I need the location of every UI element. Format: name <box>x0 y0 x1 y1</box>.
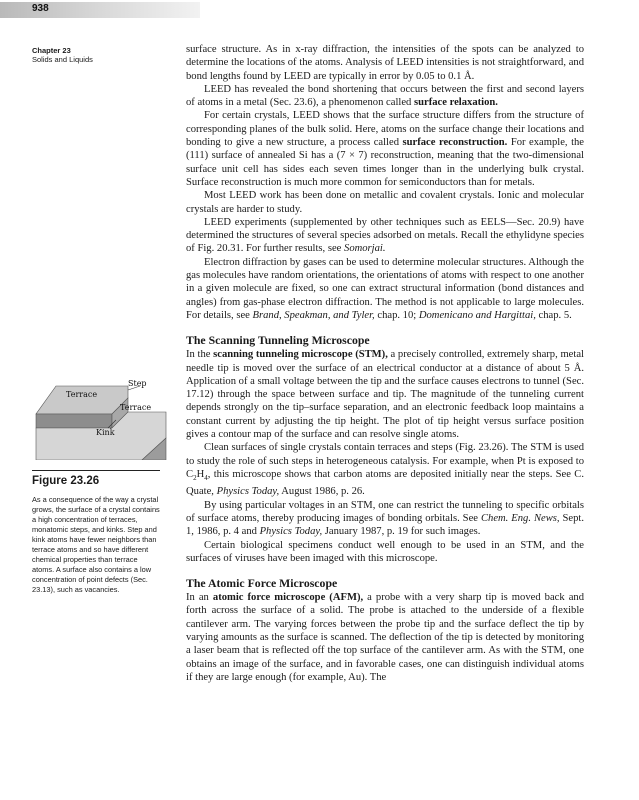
terrace-step-kink-figure <box>32 376 170 460</box>
term: surface reconstruction. <box>402 137 508 149</box>
paragraph: Clean surfaces of single crystals contain terraces and steps (Fig. 23.26). The STM is used to study the role of such steps in heterogeneous catalysis. For example, when Pt is exposed to $C_2H_4$, this microscope shows that carbon atoms are deposited initially near the steps. See C. Quate, Physics Today, August 1986, p. 26. <box>186 442 584 498</box>
paragraph: In an atomic force microscope (AFM), a probe with a very sharp tip is moved back and forth across the surface of a solid. The probe is attached to the underside of a flexible cantilever arm. The varying forces between the probe tip and the surface deflect the tip by varying amounts as the surface is scanned. The deflection of the tip is detected by monitoring a laser beam that is reflected off the top surface of the cantilever arm. As with the STM, one obtains an image of the surface, and in favorable cases, one can distinguish individual atoms if they are large enough (for example, Au). The <box>186 592 584 683</box>
figure-caption: As a consequence of the way a crystal grows, the surface of a crystal contains a high concentration of terraces, monatomic steps, and kinks. Step and kink atoms have fewer neighbors than terrace atoms and so have different chemical properties than terrace atoms. A surface also contains a low concentration of point defects (Sec. 23.13), such as vacancies. <box>32 495 160 594</box>
chapter-title: Solids and Liquids <box>32 55 93 64</box>
citation: Somorjai. <box>344 243 386 255</box>
paragraph: LEED experiments (supplemented by other techniques such as EELS—Sec. 20.9) have determined the structures of several species adsorbed on metals. Recall the ethylidyne species of Fig. 20.31. For further results, see Somorjai. <box>186 216 584 255</box>
label-terrace-upper: Terrace <box>66 390 98 399</box>
section-heading-afm: The Atomic Force Microscope <box>186 576 338 591</box>
paragraph: Electron diffraction by gases can be used to determine molecular structures. Although the gas molecules have random orientations, the orientations of atoms with respect to one another in a given molecule are fixed, so one can extract structural information (bond distances and angles) from gas-phase electron diffraction. The method is not applicable to large molecules. For details, see Brand, Speakman, and Tyler, chap. 10; Domenicano and Hargittai, chap. 5. <box>186 256 584 321</box>
section-heading-stm: The Scanning Tunneling Microscope <box>186 333 370 348</box>
label-kink: Kink <box>96 428 115 437</box>
figure-title: Figure 23.26 <box>32 475 100 487</box>
citation: Chem. Eng. News, <box>480 512 560 524</box>
citation: Brand, Speakman, and Tyler, <box>252 309 375 321</box>
citation: Physics Today, <box>259 526 323 538</box>
term: scanning tunneling microscope (STM), <box>213 349 388 361</box>
chapter-heading <box>32 46 172 64</box>
label-terrace-lower: Terrace <box>120 403 152 412</box>
label-step: Step <box>128 379 147 388</box>
paragraph: In the scanning tunneling microscope (STM), a precisely controlled, extremely sharp, metal needle tip is moved over the surface of an electrical conductor at a distance of about 5 Å. Application of a small voltage between the tip and the surface causes electrons to tunnel (Sec. 17.12) through the space between surface and tip. The magnitude of the tunneling current depends strongly on the tip–surface separation, and an electronic feedback loop maintains a constant current by adjusting the tip height. The plot of tip height versus surface position gives a contour map of the surface and can resolve single atoms. <box>186 349 584 441</box>
page-number: 938 <box>32 3 49 14</box>
citation: Domenicano and Hargittai, <box>418 309 536 321</box>
term: surface relaxation. <box>414 97 498 109</box>
paragraph: For certain crystals, LEED shows that the surface structure differs from the structure of corresponding planes of the bulk solid. Here, atoms on the surface change their locations and bonding to give a new structure, a process called surface reconstruction. For example, the (111) surface of annealed Si has a (7 × 7) reconstruction, meaning that the two-dimensional surface unit cell has sides each seven times longer than in the underlying bulk crystal. Surface reconstruction is much more common for semiconductors than for metals. <box>186 110 585 188</box>
paragraph: LEED has revealed the bond shortening that occurs between the first and second layers of atoms in a metal (Sec. 23.6), a phenomenon called surface relaxation. <box>186 83 584 109</box>
paragraph: surface structure. As in x-ray diffraction, the intensities of the spots can be analyzed to determine the locations of the atoms. Analysis of LEED intensities is not straightforward, and bond lengths found by LEED are typically in error by 0.05 to 0.1 Å. <box>186 44 584 82</box>
paragraph: By using particular voltages in an STM, one can restrict the tunneling to specific orbitals of surface atoms, thereby producing images of bonding orbitals. See Chem. Eng. News, Sept. 1, 1986, p. 4 and Physics Today, January 1987, p. 19 for such images. <box>186 499 585 538</box>
page-number-bar <box>0 2 200 18</box>
citation: Physics Today, <box>216 486 280 498</box>
chapter-number: Chapter 23 <box>32 46 71 55</box>
figure-rule <box>32 470 160 471</box>
paragraph: Most LEED work has been done on metallic and covalent crystals. Ionic and molecular crystals are harder to study. <box>186 190 584 215</box>
paragraph: Certain biological specimens conduct well enough to be used in an STM, and the surfaces of viruses have been imaged with this microscope. <box>186 539 584 564</box>
term: atomic force microscope (AFM), <box>212 592 364 604</box>
step-riser <box>36 414 112 428</box>
figure-caption-block <box>32 470 160 595</box>
main-text <box>186 43 584 684</box>
